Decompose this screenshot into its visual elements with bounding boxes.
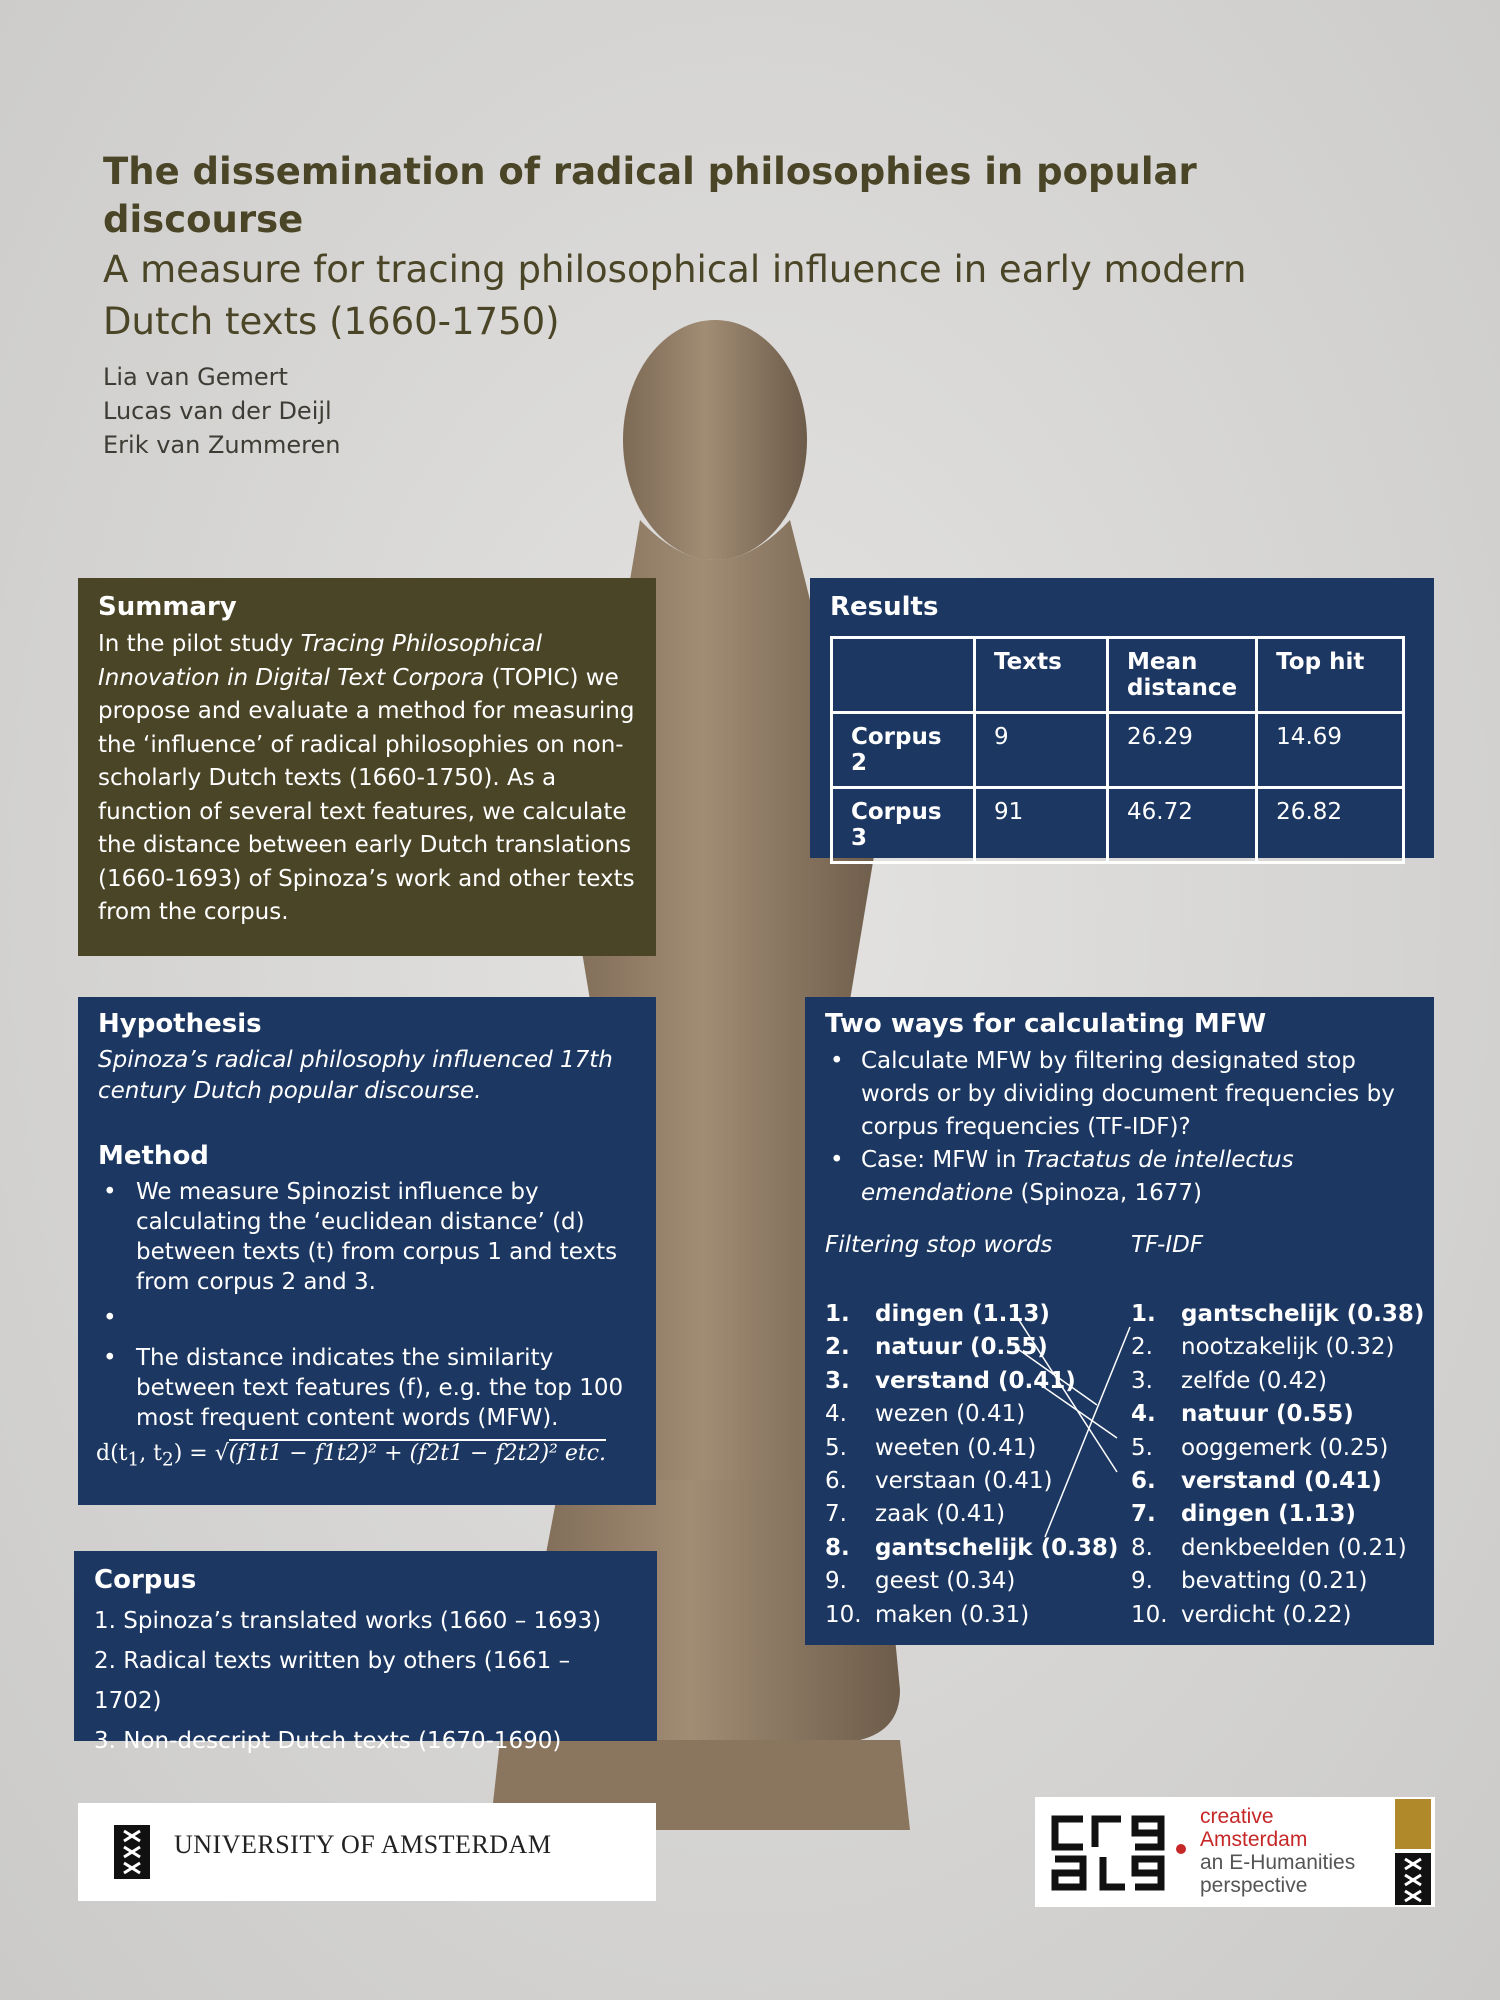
method-spacer <box>98 1303 636 1337</box>
word-score: dingen (1.13) <box>1181 1501 1356 1528</box>
cell-mean: 26.29 <box>1108 713 1257 788</box>
list-item <box>1131 1331 1424 1364</box>
create-logo <box>1035 1797 1435 1907</box>
formula-body: (f1t1 − f1t2)² + (f2t1 − f2t2)² etc. <box>228 1441 607 1466</box>
rank-number: 9. <box>825 1568 847 1595</box>
list-item <box>825 1498 1118 1531</box>
hypothesis-heading: Hypothesis <box>98 1009 262 1039</box>
rank-number: 6. <box>1131 1468 1156 1495</box>
poster-subtitle: A measure for tracing philosophical influence in early modern Dutch texts (1660-1750) <box>103 248 1247 343</box>
table-row <box>832 788 1404 863</box>
results-header-mean: Mean distance <box>1108 638 1257 713</box>
partner-crests-icon <box>1395 1799 1431 1905</box>
word-score: zaak (0.41) <box>875 1501 1006 1528</box>
formula-sub2: 2 <box>162 1449 174 1471</box>
list-item <box>825 1298 1118 1331</box>
list-item <box>1131 1432 1424 1465</box>
rank-number: 3. <box>825 1367 850 1394</box>
list-item: 3. Non-descript Dutch texts (1670-1690) <box>94 1728 562 1754</box>
create-wordmark <box>1200 1805 1355 1897</box>
results-header-top: Top hit <box>1257 638 1404 713</box>
corpus-heading: Corpus <box>94 1565 197 1595</box>
list-item <box>1131 1532 1424 1565</box>
summary-text <box>98 628 636 930</box>
word-score: maken (0.31) <box>875 1601 1030 1628</box>
author-list <box>103 360 340 462</box>
formula-sub1: 1 <box>127 1449 140 1471</box>
list-item <box>1131 1465 1424 1498</box>
author-3: Erik van Zummeren <box>103 431 341 459</box>
author-2: Lucas van der Deijl <box>103 397 332 425</box>
list-item <box>1131 1565 1424 1598</box>
method-bullet-1: • We measure Spinozist influence by calculating the ‘euclidean distance’ (d) between texts (t) from corpus 1 and texts from corpus 2 and 3. <box>98 1177 636 1297</box>
stopwords-heading: Filtering stop words <box>825 1232 1053 1258</box>
results-header-row <box>832 638 1404 713</box>
rank-number: 8. <box>1131 1534 1153 1561</box>
formula-eq: ) = √ <box>173 1441 229 1466</box>
word-score: verdicht (0.22) <box>1181 1601 1352 1628</box>
list-item <box>1131 1365 1424 1398</box>
word-score: bevatting (0.21) <box>1181 1568 1368 1595</box>
tfidf-list <box>1131 1298 1424 1632</box>
stopwords-list <box>825 1298 1118 1632</box>
create-line-4: perspective <box>1200 1874 1308 1897</box>
list-item <box>1131 1298 1424 1331</box>
cell-mean: 46.72 <box>1108 788 1257 863</box>
corpus-list <box>94 1601 637 1761</box>
list-item: 1. Spinoza’s translated works (1660 – 1693) <box>94 1608 602 1634</box>
list-item <box>825 1532 1118 1565</box>
uva-wordmark: UNIVERSITY OF AMSTERDAM <box>174 1830 552 1859</box>
summary-study-title: Tracing Philosophical Innovation in Digital Text Corpora <box>98 631 542 691</box>
word-score: verstand (0.41) <box>1181 1468 1382 1495</box>
hypothesis-text: Spinoza’s radical philosophy influenced 17th century Dutch popular discourse. <box>98 1047 613 1104</box>
author-1: Lia van Gemert <box>103 363 288 391</box>
rank-number: 10. <box>1131 1601 1168 1628</box>
results-table <box>830 636 1405 864</box>
word-score: ooggemerk (0.25) <box>1181 1434 1389 1461</box>
uva-logo <box>78 1803 656 1901</box>
formula-mid: , t <box>139 1441 163 1466</box>
rank-number: 1. <box>825 1301 850 1327</box>
mfw-work-title: Tractatus de intellectus emendatione <box>861 1147 1294 1206</box>
formula-d: d(t <box>96 1441 128 1466</box>
mfw-bullet-2 <box>825 1144 1414 1210</box>
rank-number: 3. <box>1131 1367 1153 1394</box>
mfw-bullet-1: • Calculate MFW by filtering designated stop words or by dividing document frequencies by corpus frequencies (TF-IDF)? <box>825 1045 1414 1144</box>
uva-crest-icon <box>114 1825 150 1879</box>
cell-top: 14.69 <box>1257 713 1404 788</box>
results-header-empty <box>832 638 975 713</box>
tfidf-column <box>1131 1232 1424 1632</box>
rank-number: 4. <box>1131 1401 1156 1428</box>
word-score: zelfde (0.42) <box>1181 1367 1327 1394</box>
create-line-1: creative <box>1200 1805 1274 1828</box>
word-score: natuur (0.55) <box>875 1334 1048 1361</box>
word-score: verstaan (0.41) <box>875 1468 1053 1495</box>
list-item <box>825 1398 1118 1431</box>
create-line-2: Amsterdam <box>1200 1828 1308 1851</box>
mfw-bullets <box>825 1045 1414 1210</box>
mfw-bullet-2-pre: Case: MFW in <box>861 1147 1024 1173</box>
method-bullets <box>98 1177 636 1433</box>
word-score: wezen (0.41) <box>875 1401 1026 1428</box>
tfidf-heading: TF-IDF <box>1131 1232 1204 1258</box>
mfw-bullet-2-post: (Spinoza, 1677) <box>1013 1180 1203 1206</box>
list-item <box>825 1331 1118 1364</box>
create-mark-icon <box>1043 1809 1193 1895</box>
rank-number: 7. <box>825 1501 847 1528</box>
cell-top: 26.82 <box>1257 788 1404 863</box>
results-header-texts: Texts <box>975 638 1108 713</box>
create-line-3: an E-Humanities <box>1200 1851 1356 1874</box>
list-item <box>1131 1599 1424 1632</box>
mfw-heading: Two ways for calculating MFW <box>825 1009 1267 1039</box>
table-row <box>832 713 1404 788</box>
word-score: natuur (0.55) <box>1181 1401 1354 1428</box>
rank-number: 2. <box>825 1334 850 1361</box>
results-panel <box>810 578 1434 858</box>
list-item <box>825 1465 1118 1498</box>
word-score: denkbeelden (0.21) <box>1181 1534 1407 1561</box>
cell-texts: 9 <box>975 713 1108 788</box>
distance-formula <box>96 1441 636 1470</box>
word-score: weeten (0.41) <box>875 1434 1037 1461</box>
rank-number: 5. <box>825 1434 847 1461</box>
list-item <box>1131 1498 1424 1531</box>
rank-number: 2. <box>1131 1334 1153 1361</box>
summary-text-part1: In the pilot study <box>98 631 301 657</box>
rank-number: 10. <box>825 1601 862 1628</box>
summary-text-part2: (TOPIC) we propose and evaluate a method for measuring the ‘influence’ of radical philosophies on non-scholarly Dutch texts (1660-1750). As a function of several text features, we calculate the distance between early Dutch translations (1660-1693) of Spinoza’s work and other texts from the corpus. <box>98 664 635 925</box>
row-label: Corpus 2 <box>832 713 975 788</box>
title-block <box>103 148 1303 348</box>
rank-number: 8. <box>825 1534 850 1561</box>
corpus-panel <box>74 1551 657 1754</box>
rank-number: 5. <box>1131 1434 1153 1461</box>
mfw-panel <box>805 997 1434 1645</box>
method-heading: Method <box>98 1141 209 1171</box>
row-label: Corpus 3 <box>832 788 975 863</box>
word-score: nootzakelijk (0.32) <box>1181 1334 1395 1361</box>
rank-number: 4. <box>825 1401 847 1428</box>
list-item: 2. Radical texts written by others (1661 – 1702) <box>94 1648 571 1714</box>
list-item <box>825 1365 1118 1398</box>
word-score: dingen (1.13) <box>875 1301 1050 1327</box>
poster-title: The dissemination of radical philosophies in popular discourse <box>103 150 1197 241</box>
rank-number: 7. <box>1131 1501 1156 1528</box>
list-item <box>825 1565 1118 1598</box>
results-heading: Results <box>830 592 939 622</box>
list-item <box>825 1599 1118 1632</box>
hypothesis-method-panel <box>78 997 656 1505</box>
stopwords-column <box>825 1232 1118 1632</box>
word-score: gantschelijk (0.38) <box>1181 1301 1425 1327</box>
word-score: gantschelijk (0.38) <box>875 1534 1119 1561</box>
rank-number: 6. <box>825 1468 847 1495</box>
list-item <box>1131 1398 1424 1431</box>
rank-number: 1. <box>1131 1301 1156 1327</box>
summary-panel <box>78 578 656 956</box>
summary-heading: Summary <box>98 592 237 622</box>
cell-texts: 91 <box>975 788 1108 863</box>
list-item <box>825 1432 1118 1465</box>
rank-number: 9. <box>1131 1568 1153 1595</box>
word-score: geest (0.34) <box>875 1568 1016 1595</box>
method-bullet-2: • The distance indicates the similarity between text features (f), e.g. the top 100 most frequent content words (MFW). <box>98 1343 636 1433</box>
word-score: verstand (0.41) <box>875 1367 1076 1394</box>
